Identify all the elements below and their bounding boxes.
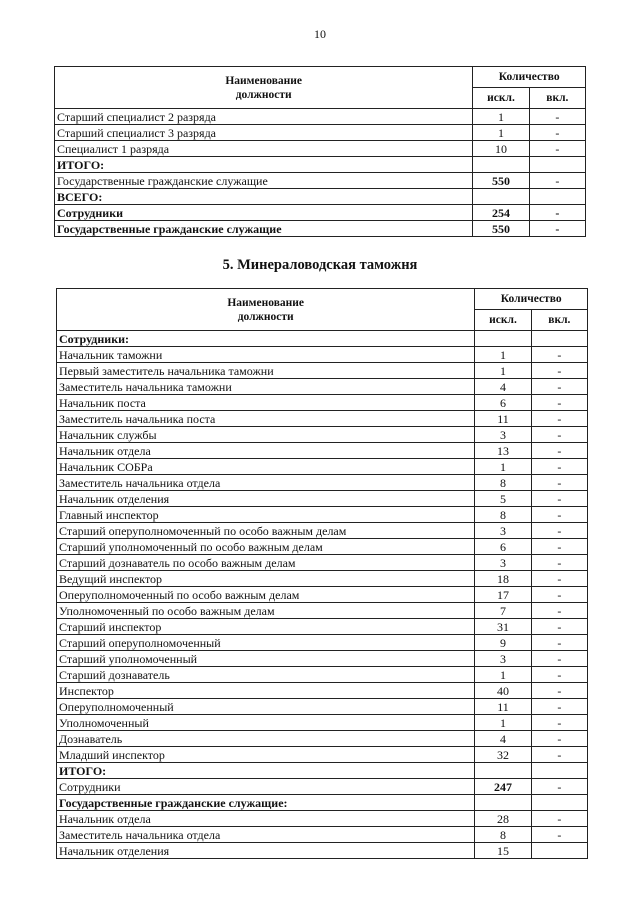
row-count-excluded: 8 [475,507,531,523]
row-name: Начальник службы [57,427,475,443]
row-count-excluded: 9 [475,635,531,651]
row-count-excluded: 7 [475,603,531,619]
row-count-included: - [531,811,587,827]
row-name: Заместитель начальника поста [57,411,475,427]
row-name: Сотрудники: [57,331,475,347]
row-count-excluded: 8 [475,475,531,491]
row-count-excluded: 1 [475,347,531,363]
row-count-included: - [529,173,585,189]
row-count-excluded: 10 [473,141,529,157]
row-count-excluded: 550 [473,173,529,189]
table-row [57,411,588,427]
header-col-b: вкл. [531,310,587,331]
row-count-included: - [531,715,587,731]
row-count-included: - [529,109,585,125]
row-name: Старший уполномоченный [57,651,475,667]
row-name: Заместитель начальника таможни [57,379,475,395]
row-name: Ведущий инспектор [57,571,475,587]
table-row [57,603,588,619]
row-count-included: - [531,523,587,539]
row-name: Старший оперуполномоченный по особо важным делам [57,523,475,539]
staff-table-2 [56,288,588,859]
row-name: Старший специалист 3 разряда [55,125,473,141]
row-count-excluded [475,331,531,347]
row-name: Младший инспектор [57,747,475,763]
row-name: Старший оперуполномоченный [57,635,475,651]
row-count-included: - [531,779,587,795]
table-row [57,523,588,539]
row-count-included: - [529,221,585,237]
row-name: Государственные гражданские служащие: [57,795,475,811]
row-name: Старший уполномоченный по особо важным делам [57,539,475,555]
table-row [55,221,586,237]
row-count-included: - [531,603,587,619]
row-count-included: - [531,635,587,651]
row-count-included: - [531,731,587,747]
row-name: Заместитель начальника отдела [57,475,475,491]
table-1-body [55,109,586,237]
row-count-excluded: 254 [473,205,529,221]
row-name: Первый заместитель начальника таможни [57,363,475,379]
row-count-excluded [475,763,531,779]
row-count-excluded: 3 [475,651,531,667]
table-row [57,459,588,475]
row-count-excluded: 4 [475,731,531,747]
row-name: Старший дознаватель [57,667,475,683]
row-count-excluded [475,795,531,811]
row-count-included: - [531,507,587,523]
row-count-included: - [531,555,587,571]
row-name: Начальник отдела [57,811,475,827]
table-row [57,347,588,363]
row-count-excluded [473,189,529,205]
row-count-included: - [531,667,587,683]
row-count-included: - [531,379,587,395]
row-count-included: - [531,411,587,427]
row-count-excluded: 1 [473,109,529,125]
row-count-included: - [531,587,587,603]
table-row [57,715,588,731]
row-name: Начальник СОБРа [57,459,475,475]
table-row [57,667,588,683]
row-count-included: - [531,651,587,667]
row-name: Начальник отдела [57,443,475,459]
row-count-included [529,157,585,173]
row-count-excluded: 3 [475,523,531,539]
row-count-excluded: 6 [475,539,531,555]
row-count-included: - [531,747,587,763]
row-count-excluded [473,157,529,173]
header-qty: Количество [473,67,586,88]
row-count-included: - [531,683,587,699]
header-col-b: вкл. [529,88,585,109]
header-name-line1: Наименование [227,296,305,309]
row-count-included: - [531,827,587,843]
section-title: 5. Минераловодская таможня [222,257,418,273]
row-name: Старший специалист 2 разряда [55,109,473,125]
table-row [57,619,588,635]
table-row [57,427,588,443]
row-count-included: - [531,491,587,507]
table-row [57,731,588,747]
row-name: Главный инспектор [57,507,475,523]
row-count-excluded: 1 [473,125,529,141]
row-count-included: - [531,443,587,459]
row-name: Сотрудники [57,779,475,795]
table-row [57,747,588,763]
row-count-excluded: 28 [475,811,531,827]
table-row [55,173,586,189]
row-count-included: - [531,459,587,475]
table-row [57,491,588,507]
table-row [57,683,588,699]
row-count-included: - [531,395,587,411]
row-name: Начальник отделения [57,843,475,859]
row-count-excluded: 3 [475,555,531,571]
table-row [57,331,588,347]
table-row [57,443,588,459]
row-name: Государственные гражданские служащие [55,173,473,189]
row-count-excluded: 18 [475,571,531,587]
page-number: 10 [314,27,326,41]
row-name: ВСЕГО: [55,189,473,205]
header-name [57,289,475,331]
row-count-excluded: 550 [473,221,529,237]
row-name: ИТОГО: [57,763,475,779]
row-count-excluded: 1 [475,715,531,731]
row-count-excluded: 4 [475,379,531,395]
table-row [57,363,588,379]
row-name: Начальник поста [57,395,475,411]
row-count-excluded: 15 [475,843,531,859]
row-count-included: - [531,699,587,715]
row-count-excluded: 40 [475,683,531,699]
table-row [57,699,588,715]
row-name: Уполномоченный [57,715,475,731]
table-row [57,827,588,843]
row-count-included [531,331,587,347]
table-row [57,635,588,651]
row-count-included: - [531,619,587,635]
row-name: ИТОГО: [55,157,473,173]
table-row [55,157,586,173]
row-name: Оперуполномоченный [57,699,475,715]
row-count-excluded: 32 [475,747,531,763]
row-count-included: - [531,539,587,555]
row-count-included: - [529,141,585,157]
table-row [57,395,588,411]
row-count-included: - [531,363,587,379]
row-count-excluded: 5 [475,491,531,507]
table-row [57,379,588,395]
table-row [57,539,588,555]
row-name: Начальник таможни [57,347,475,363]
table-row [57,843,588,859]
row-count-excluded: 17 [475,587,531,603]
table-row [57,555,588,571]
header-name-line1: Наименование [225,74,303,87]
row-count-included [529,189,585,205]
header-name-line2: должности [235,88,292,101]
row-count-excluded: 11 [475,699,531,715]
row-count-excluded: 8 [475,827,531,843]
row-count-excluded: 6 [475,395,531,411]
table-row [55,141,586,157]
row-count-excluded: 247 [475,779,531,795]
row-count-included: - [531,427,587,443]
table-2-body [57,331,588,859]
row-name: Оперуполномоченный по особо важным делам [57,587,475,603]
table-row [57,587,588,603]
table-row [57,795,588,811]
table-row [55,125,586,141]
header-name [55,67,473,109]
row-name: Уполномоченный по особо важным делам [57,603,475,619]
row-count-excluded: 1 [475,459,531,475]
row-count-included: - [531,475,587,491]
row-count-excluded: 3 [475,427,531,443]
row-name: Начальник отделения [57,491,475,507]
row-count-excluded: 31 [475,619,531,635]
header-name-line2: должности [237,310,294,323]
table-row [55,189,586,205]
row-name: Государственные гражданские служащие [55,221,473,237]
table-row [57,779,588,795]
row-count-included: - [529,205,585,221]
row-name: Дознаватель [57,731,475,747]
table-row [57,651,588,667]
row-name: Инспектор [57,683,475,699]
row-name: Заместитель начальника отдела [57,827,475,843]
table-row [55,205,586,221]
row-count-included: - [531,347,587,363]
row-count-excluded: 11 [475,411,531,427]
row-count-included [531,763,587,779]
table-row [57,507,588,523]
header-col-a: искл. [475,310,531,331]
row-count-excluded: 13 [475,443,531,459]
staff-table-1 [54,66,586,237]
row-count-excluded: 1 [475,667,531,683]
row-count-excluded: 1 [475,363,531,379]
row-name: Старший инспектор [57,619,475,635]
row-count-included [531,795,587,811]
table-row [57,811,588,827]
header-col-a: искл. [473,88,529,109]
row-name: Специалист 1 разряда [55,141,473,157]
row-count-included: - [529,125,585,141]
table-row [57,763,588,779]
row-count-included [531,843,587,859]
table-row [55,109,586,125]
row-name: Сотрудники [55,205,473,221]
table-row [57,571,588,587]
row-name: Старший дознаватель по особо важным делам [57,555,475,571]
table-row [57,475,588,491]
row-count-included: - [531,571,587,587]
header-qty: Количество [475,289,588,310]
